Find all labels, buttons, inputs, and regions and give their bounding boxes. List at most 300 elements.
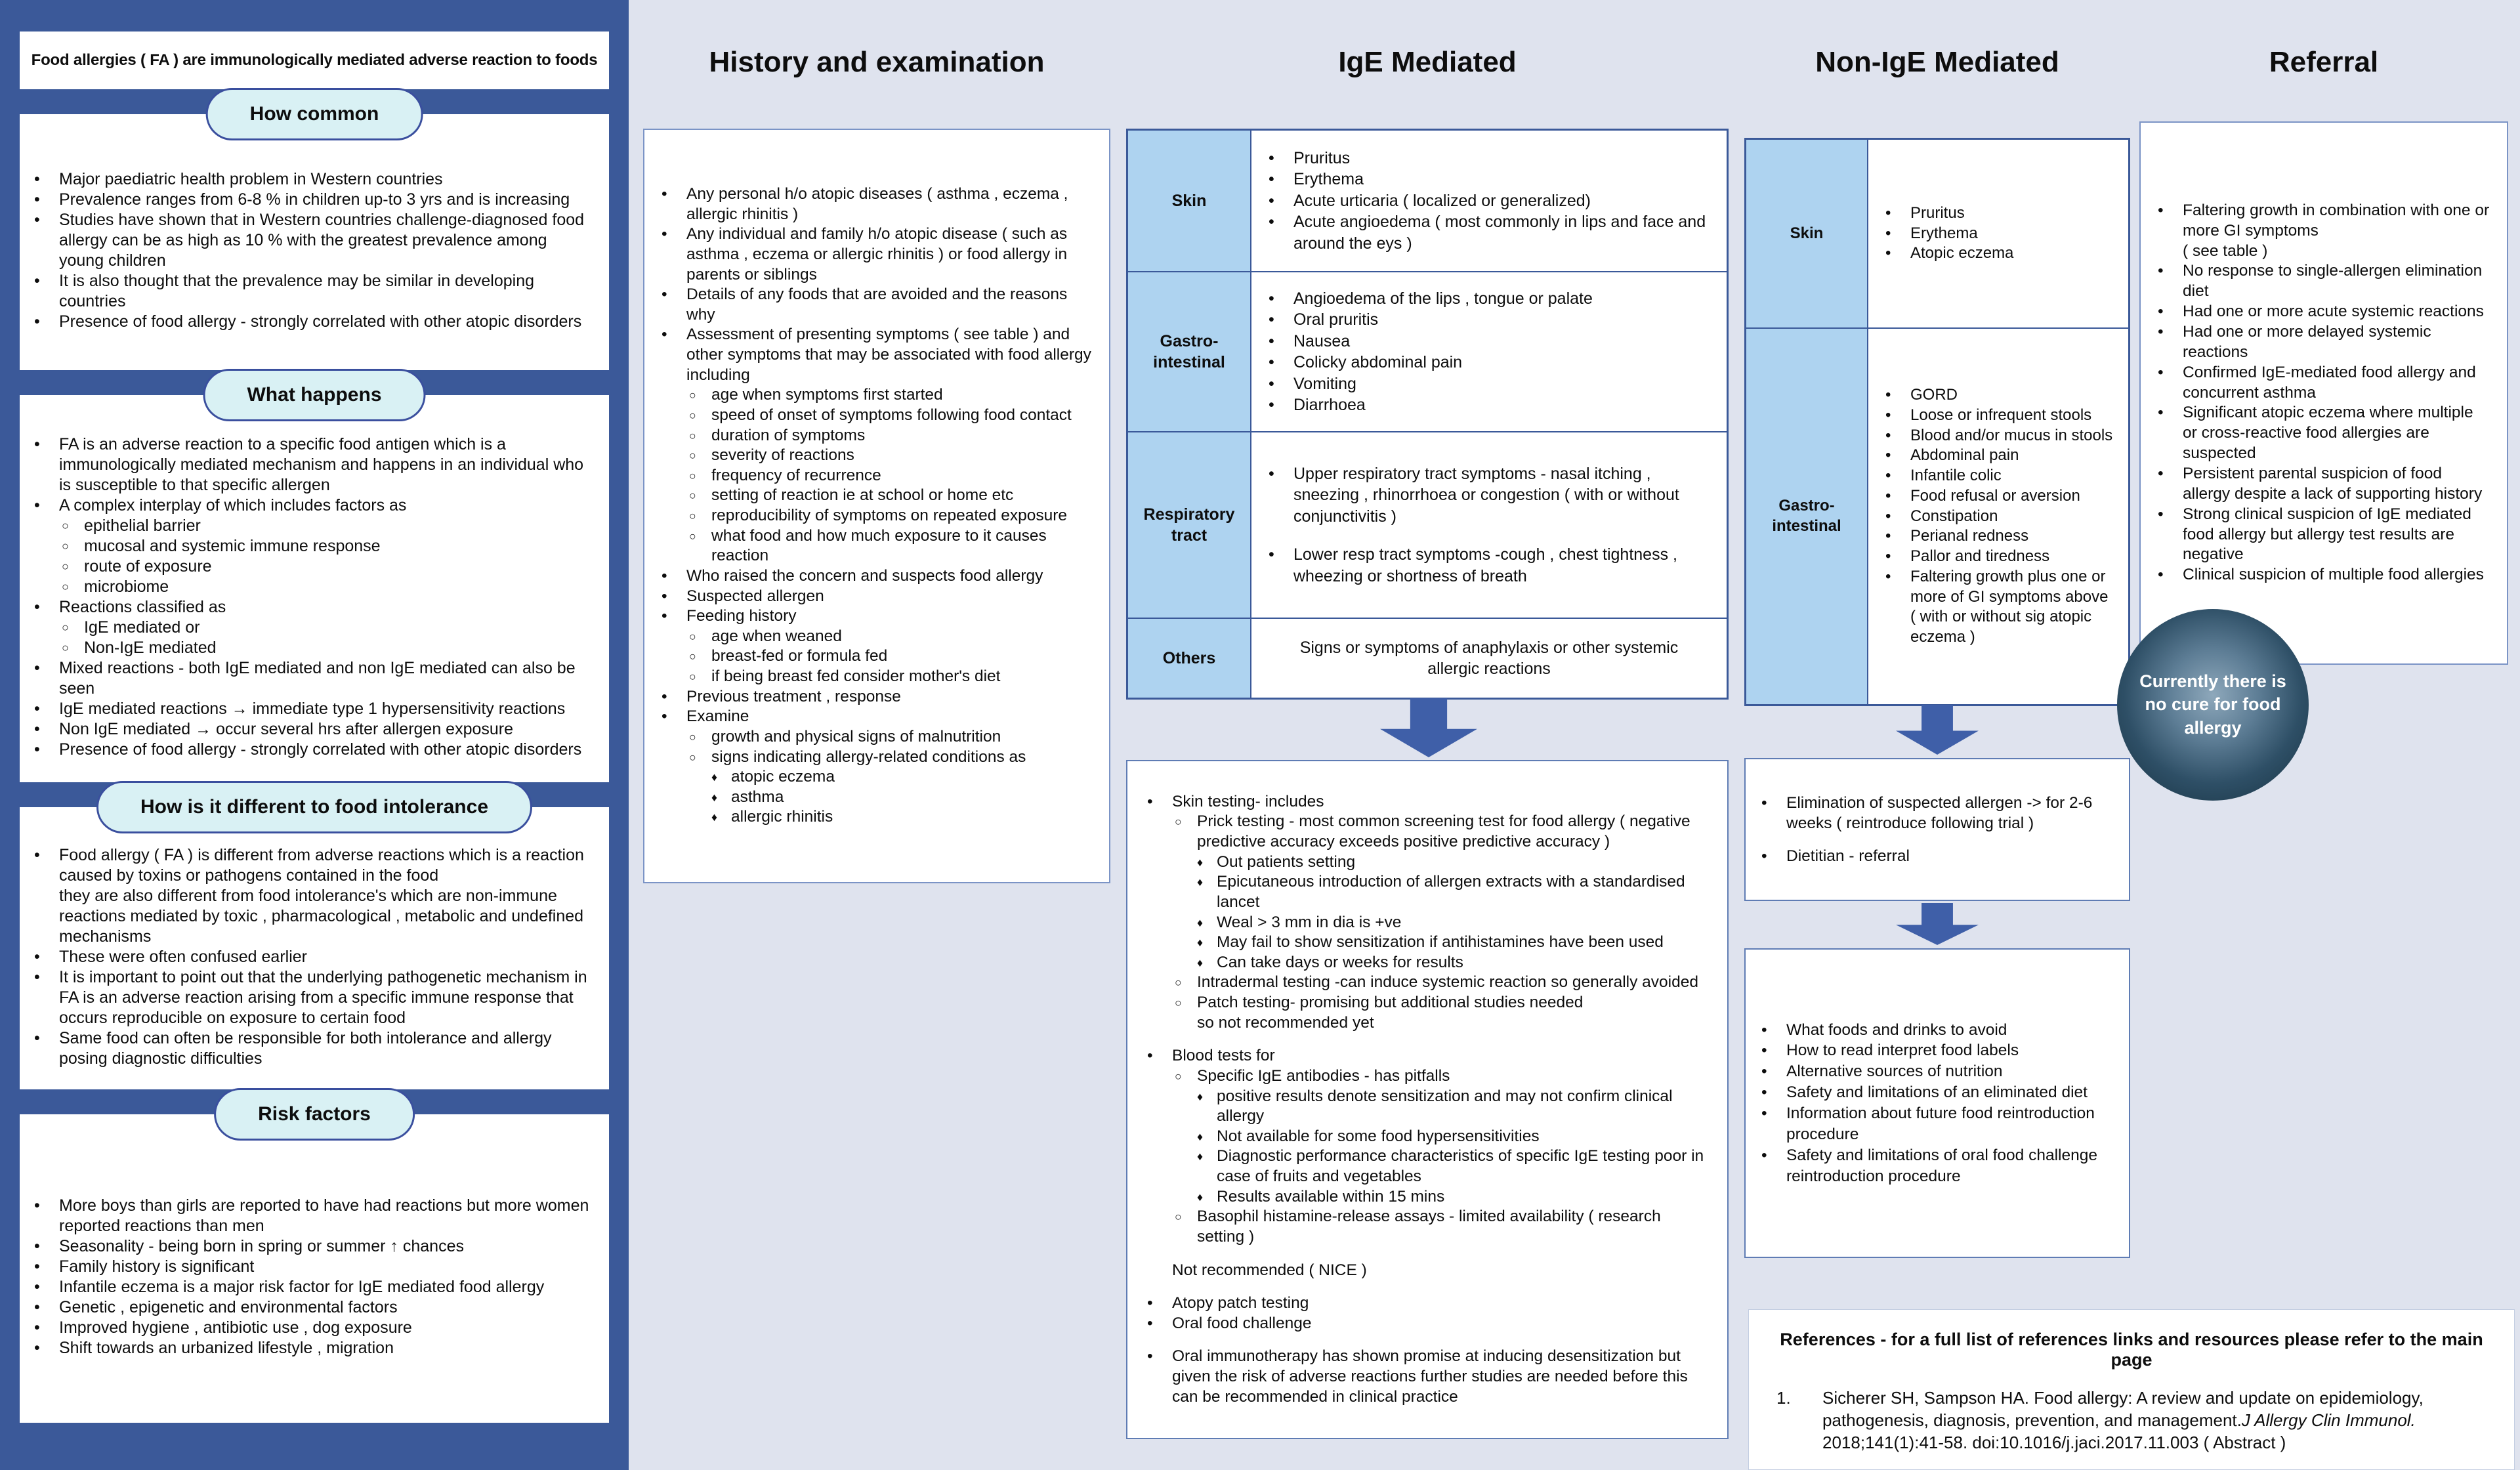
bullet-icon: ○ <box>689 670 696 683</box>
list-item <box>2158 242 2490 262</box>
list-item <box>1761 1082 2113 1103</box>
list-item <box>1147 1207 1708 1247</box>
list-item <box>1147 993 1708 1013</box>
list-item-text: Diagnostic performance characteristics of specific IgE testing poor in case of fruits and vegetables <box>1217 1147 1704 1185</box>
list-item-text: It is important to point out that the underlying pathogenetic mechanism in FA is an adverse reaction arising from a specific immune response that occurs reproducible on exposure to certain food <box>59 967 587 1027</box>
table-row-label: Gastro-intestinal <box>1128 272 1251 431</box>
list-item-text: Blood tests for <box>1172 1047 1275 1065</box>
list-item <box>1147 1013 1708 1034</box>
reference-item <box>1773 1387 2490 1454</box>
list-item-text: Constipation <box>1910 507 1998 525</box>
table-row-content <box>1251 432 1727 618</box>
list-item-text: Elimination of suspected allergen -> for 2-6 weeks ( reintroduce following trial ) <box>1786 793 2093 833</box>
bullet-icon: • <box>2158 465 2164 482</box>
bullet-icon: ○ <box>689 449 696 463</box>
main-title-box <box>20 32 609 89</box>
bullet-icon: • <box>1269 170 1274 189</box>
bullet-icon: • <box>1147 1314 1153 1332</box>
bullet-icon: • <box>1269 213 1274 232</box>
list-item <box>1885 486 2115 507</box>
list-item <box>1885 426 2115 446</box>
list-item-text: Infantile colic <box>1910 467 2002 485</box>
list-item-text: Presence of food allergy - strongly correlated with other atopic disorders <box>59 312 582 331</box>
bullet-icon: ○ <box>689 429 696 442</box>
table-row-content <box>1868 329 2128 704</box>
list-item <box>34 658 595 699</box>
bullet-icon: • <box>34 312 40 331</box>
list-item-text: asthma <box>731 788 784 806</box>
section-pill <box>214 1088 415 1141</box>
table-row <box>1746 327 2128 704</box>
list-item <box>662 767 1092 788</box>
list-item-text: May fail to show sensitization if antihistamines have been used <box>1217 933 1664 952</box>
bullet-icon: • <box>662 607 667 625</box>
bullet-icon <box>1175 1013 1197 1016</box>
list-item-text: Any personal h/o atopic diseases ( asthma , eczema , allergic rhinitis ) <box>686 185 1068 223</box>
list-item <box>662 566 1092 587</box>
list-item <box>662 406 1092 426</box>
bullet-icon: ○ <box>689 509 696 522</box>
list-item <box>34 1297 595 1318</box>
list-item-text: Genetic , epigenetic and environmental factors <box>59 1298 398 1316</box>
list-item-text: Abdominal pain <box>1910 446 2019 465</box>
bullet-icon: • <box>662 185 667 203</box>
list-item-text: Improved hygiene , antibiotic use , dog exposure <box>59 1318 412 1337</box>
section-content <box>20 114 609 370</box>
list-item-text: Seasonality - being born in spring or summer ↑ chances <box>59 1237 464 1255</box>
list-item-text: Perianal redness <box>1910 527 2029 545</box>
bullet-icon: • <box>34 947 40 966</box>
list-item-text: Erythema <box>1910 224 1978 242</box>
table-row-label: Others <box>1128 619 1251 698</box>
ige-diagnosis-box <box>1126 760 1729 1439</box>
down-arrow-icon <box>1896 705 1979 755</box>
section-pill <box>96 781 532 833</box>
list-item-text: Can take days or weeks for results <box>1217 953 1463 971</box>
list-item-text: FA is an adverse reaction to a specific food antigen which is a immunologically mediated mechanism and happens in an individual who is susceptible to that specific allergen <box>59 435 584 494</box>
down-arrow-icon <box>1896 903 1979 945</box>
list-item <box>1147 953 1708 973</box>
list-item-text: reproducibility of symptoms on repeated exposure <box>711 507 1068 524</box>
list-item <box>1269 148 1713 169</box>
section-content <box>20 807 609 1089</box>
list-item-text: Acute urticaria ( localized or generalized) <box>1293 191 1591 210</box>
list-item <box>1147 1127 1708 1147</box>
section-pill-label: How common <box>249 103 379 125</box>
list-item-text: setting of reaction ie at school or home etc <box>711 486 1014 505</box>
ige-header: IgE Mediated <box>1338 46 1517 78</box>
section-risk-factors <box>20 1103 609 1423</box>
bullet-icon: • <box>2158 262 2164 280</box>
list-item <box>1269 463 1713 528</box>
bullet-icon: • <box>1761 793 1767 812</box>
list-item <box>1885 526 2115 547</box>
list-item-text: severity of reactions <box>711 446 854 465</box>
list-item <box>1885 446 2115 466</box>
list-item-text: Significant atopic eczema where multiple or cross-reactive food allergies are suspected <box>2183 404 2473 463</box>
list-item <box>662 687 1092 707</box>
list-item <box>1885 203 2115 224</box>
list-item-text: Blood and/or mucus in stools <box>1910 426 2113 444</box>
list-item-text: Any individual and family h/o atopic disease ( such as asthma , eczema or allergic rhinitis ) or food allergy in parents or siblings <box>686 225 1068 284</box>
list-item <box>1885 406 2115 426</box>
list-item-text: microbiome <box>84 578 169 596</box>
bullet-icon: • <box>1885 467 1891 485</box>
list-item-text: Details of any foods that are avoided and the reasons why <box>686 285 1068 324</box>
list-item <box>34 190 595 210</box>
list-item-text: what food and how much exposure to it causes reaction <box>711 526 1047 565</box>
bullet-icon: • <box>1761 1041 1767 1060</box>
table-row <box>1746 140 2128 327</box>
list-item <box>1761 1020 2113 1041</box>
ige-symptoms-table <box>1126 129 1729 700</box>
list-item-text: allergic rhinitis <box>731 808 833 826</box>
list-item <box>34 740 595 760</box>
list-item-text: atopic eczema <box>731 768 835 786</box>
list-item-text: age when weaned <box>711 627 842 645</box>
list-item <box>34 845 595 886</box>
table-row <box>1128 431 1727 618</box>
list-item <box>1147 933 1708 953</box>
list-item-text: Oral pruritis <box>1293 310 1379 329</box>
bullet-icon: • <box>1269 331 1274 350</box>
bullet-icon: ♦ <box>711 770 717 784</box>
bullet-icon: • <box>1885 224 1891 242</box>
list-item-text: Faltering growth in combination with one or more GI symptoms <box>2183 201 2490 240</box>
list-item-text: Angioedema of the lips , tongue or palate <box>1293 289 1593 308</box>
list-item <box>2158 201 2490 242</box>
bullet-icon: • <box>1885 203 1891 222</box>
list-item-text: Vomiting <box>1293 374 1356 393</box>
list-item-text: Confirmed IgE-mediated food allergy and concurrent asthma <box>2183 363 2476 402</box>
table-row-content <box>1251 131 1727 271</box>
list-item-text: Oral immunotherapy has shown promise at inducing desensitization but given the risk of adverse reactions further studies are needed before this can be recommended in clinical practice <box>1172 1347 1688 1406</box>
list-item <box>1147 1293 1708 1314</box>
list-item-text: Not available for some food hypersensitivities <box>1217 1127 1540 1145</box>
list-item <box>1269 373 1713 395</box>
list-item-text: Skin testing- includes <box>1172 792 1324 810</box>
reference-journal: J Allergy Clin Immunol. <box>2241 1410 2416 1430</box>
section-content <box>20 1114 609 1423</box>
bullet-icon: ♦ <box>1197 936 1203 950</box>
list-item-text: Oral food challenge <box>1172 1314 1312 1332</box>
bullet-icon: ♦ <box>1197 1150 1203 1164</box>
reference-text <box>1822 1387 2490 1454</box>
list-item-text: Weal > 3 mm in dia is +ve <box>1217 913 1402 931</box>
list-item <box>1147 1087 1708 1127</box>
bullet-icon: • <box>1269 353 1274 371</box>
list-item-text: Epicutaneous introduction of allergen extracts with a standardised lancet <box>1217 873 1685 911</box>
list-item-text: Non-IgE mediated <box>84 639 217 657</box>
list-item <box>34 1318 595 1338</box>
list-item <box>1761 1040 2113 1061</box>
list-item <box>34 886 595 947</box>
list-item-text: Had one or more acute systemic reactions <box>2183 303 2484 321</box>
list-item <box>1147 812 1708 852</box>
bullet-icon: • <box>1147 1347 1153 1366</box>
list-item <box>1147 1347 1708 1407</box>
list-item-text: Erythema <box>1293 170 1364 189</box>
list-item <box>34 434 595 495</box>
bullet-icon: ○ <box>689 408 696 422</box>
list-item-text: Infantile eczema is a major risk factor for IgE mediated food allergy <box>59 1278 545 1296</box>
list-item <box>1147 852 1708 873</box>
bullet-icon: • <box>1885 244 1891 262</box>
bullet-icon: • <box>662 225 667 243</box>
list-item <box>34 638 595 658</box>
bullet-icon: • <box>662 587 667 605</box>
bullet-icon: ○ <box>689 750 696 764</box>
list-item-text: More boys than girls are reported to have had reactions but more women reported reactions than men <box>59 1196 589 1235</box>
bullet-icon: • <box>2158 505 2164 523</box>
list-item-text: ( see table ) <box>2183 242 2268 260</box>
bullet-icon: • <box>1761 1062 1767 1081</box>
bullet-icon: • <box>2158 322 2164 341</box>
list-item <box>1147 1046 1708 1066</box>
list-item-text: Same food can often be responsible for both intolerance and allergy posing diagnostic difficulties <box>59 1028 552 1068</box>
list-item <box>34 1236 595 1257</box>
bullet-icon: ♦ <box>1197 1129 1203 1143</box>
list-item <box>1269 169 1713 190</box>
list-item <box>34 516 595 536</box>
reference-text-post: 2018;141(1):41-58. doi:10.1016/j.jaci.2017.11.003 ( Abstract ) <box>1822 1432 2286 1452</box>
bullet-icon: • <box>34 496 40 514</box>
list-item <box>34 312 595 332</box>
bullet-icon: • <box>34 1257 40 1276</box>
bullet-icon: • <box>662 566 667 585</box>
table-row-label: Gastro-intestinal <box>1746 329 1868 704</box>
list-item-text: Presence of food allergy - strongly correlated with other atopic disorders <box>59 740 582 759</box>
list-item <box>34 495 595 516</box>
list-item-text: Who raised the concern and suspects food allergy <box>686 566 1043 585</box>
list-item-text: Safety and limitations of oral food challenge reintroduction procedure <box>1786 1146 2097 1185</box>
list-item-text: Out patients setting <box>1217 852 1356 871</box>
list-item <box>1269 288 1713 310</box>
list-item <box>1885 243 2115 264</box>
section-pill-label: How is it different to food intolerance <box>140 796 489 818</box>
bullet-icon: • <box>34 190 40 209</box>
list-item-text: they are also different from food intolerance's which are non-immune reactions mediated by toxic , pharmacological , metabolic and undefined mechanisms <box>59 886 584 946</box>
list-item-text: How to read interpret food labels <box>1786 1041 2019 1060</box>
list-item <box>662 466 1092 486</box>
list-item <box>34 169 595 190</box>
bullet-icon: • <box>1269 396 1274 414</box>
list-item <box>662 646 1092 667</box>
list-item <box>662 325 1092 385</box>
list-item-text: Family history is significant <box>59 1257 255 1276</box>
bullet-icon: • <box>1147 1294 1153 1312</box>
list-item-text: Reactions classified as <box>59 598 226 616</box>
bullet-icon: ♦ <box>1197 956 1203 969</box>
bullet-icon: • <box>34 1318 40 1337</box>
list-item-text: Pruritus <box>1293 148 1351 167</box>
bullet-icon: • <box>1269 148 1274 167</box>
list-item-text: Feeding history <box>686 607 797 625</box>
list-item-text: so not recommended yet <box>1197 1013 1374 1032</box>
list-item-text: Suspected allergen <box>686 587 824 605</box>
list-item-text: Safety and limitations of an eliminated diet <box>1786 1083 2088 1102</box>
bullet-icon: • <box>1885 507 1891 525</box>
table-row-label: Skin <box>1128 131 1251 271</box>
list-item <box>34 1196 595 1236</box>
list-item <box>2158 363 2490 404</box>
list-item <box>1147 1146 1708 1186</box>
history-box <box>643 129 1110 883</box>
bullet-icon: • <box>2158 303 2164 321</box>
bullet-icon: ♦ <box>1197 915 1203 929</box>
table-row-content <box>1251 272 1727 431</box>
list-item <box>662 285 1092 325</box>
list-item-text: Dietitian - referral <box>1786 847 1910 865</box>
list-item-text: if being breast fed consider mother's diet <box>711 667 1001 685</box>
bullet-icon: • <box>662 326 667 344</box>
list-item <box>1761 1103 2113 1145</box>
list-item <box>1147 872 1708 912</box>
list-item-text: mucosal and systemic immune response <box>84 537 381 555</box>
left-panel <box>0 0 629 1470</box>
bullet-icon: • <box>662 687 667 705</box>
list-item <box>2158 464 2490 505</box>
list-item <box>34 1338 595 1358</box>
list-item-text: Basophil histamine-release assays - limited availability ( research setting ) <box>1197 1208 1661 1246</box>
list-item-text: Patch testing- promising but additional studies needed <box>1197 994 1584 1011</box>
list-item <box>34 719 595 740</box>
no-cure-text: Currently there is no cure for food allergy <box>2139 671 2286 738</box>
list-item-text: Alternative sources of nutrition <box>1786 1062 2003 1081</box>
bullet-icon: • <box>1269 374 1274 393</box>
list-item <box>2158 565 2490 585</box>
bullet-icon: • <box>34 1298 40 1316</box>
bullet-icon: • <box>1269 191 1274 210</box>
list-item-text: growth and physical signs of malnutrition <box>711 727 1001 746</box>
list-item <box>34 1277 595 1297</box>
list-item-text: duration of symptoms <box>711 426 866 444</box>
references-title: References - for a full list of references links and resources please refer to the main page <box>1780 1330 2483 1370</box>
list-item-text: Previous treatment , response <box>686 687 901 705</box>
list-item <box>1761 793 2113 834</box>
list-item-text: Not recommended ( NICE ) <box>1172 1261 1367 1279</box>
referral-box <box>2139 121 2508 665</box>
list-item <box>662 486 1092 506</box>
list-item <box>1761 846 2113 866</box>
bullet-icon: • <box>34 272 40 290</box>
list-item <box>2158 322 2490 363</box>
list-item <box>1269 394 1713 416</box>
bullet-icon: • <box>2158 201 2164 219</box>
list-item-text: Persistent parental suspicion of food allergy despite a lack of supporting history <box>2183 465 2483 503</box>
list-item <box>1147 1066 1708 1087</box>
list-item-text: Examine <box>686 707 749 726</box>
list-item-text: IgE mediated or <box>84 618 200 637</box>
bullet-icon: ○ <box>689 529 696 543</box>
bullet-icon: • <box>34 435 40 453</box>
section-pill <box>206 88 423 140</box>
list-item-text: Colicky abdominal pain <box>1293 353 1463 371</box>
nonige-management-box <box>1744 758 2130 901</box>
list-item-text: Nausea <box>1293 331 1351 350</box>
bullet-icon: ○ <box>689 629 696 643</box>
bullet-icon: ♦ <box>1197 1190 1203 1204</box>
bullet-icon: • <box>2158 404 2164 422</box>
bullet-icon: • <box>1761 1146 1767 1164</box>
bullet-icon: • <box>34 1237 40 1255</box>
table-row-content: Signs or symptoms of anaphylaxis or other systemic allergic reactions <box>1299 638 1679 678</box>
list-item-text: Non IgE mediated → occur several hrs after allergen exposure <box>59 720 514 738</box>
list-item-text: No response to single-allergen elimination diet <box>2183 262 2483 301</box>
bullet-icon: • <box>1885 446 1891 465</box>
list-item <box>2158 302 2490 322</box>
list-item <box>662 727 1092 747</box>
list-item <box>1885 547 2115 567</box>
list-item-text: What foods and drinks to avoid <box>1786 1020 2007 1039</box>
bullet-icon: • <box>1885 426 1891 444</box>
list-item <box>2158 261 2490 302</box>
list-item-text: Acute angioedema ( most commonly in lips and face and around the eys ) <box>1293 213 1706 253</box>
list-item <box>34 618 595 638</box>
bullet-icon: • <box>1885 386 1891 404</box>
down-arrow-icon <box>1380 698 1477 757</box>
bullet-icon: ○ <box>62 641 69 654</box>
list-item-text: It is also thought that the prevalence may be similar in developing countries <box>59 272 535 310</box>
bullet-icon: ♦ <box>711 790 717 804</box>
bullet-icon: • <box>1761 1104 1767 1122</box>
bullet-icon: • <box>1761 1020 1767 1039</box>
bullet-icon: • <box>1761 847 1767 865</box>
list-item <box>662 506 1092 526</box>
bullet-icon: ○ <box>62 580 69 593</box>
list-item-text: Food allergy ( FA ) is different from adverse reactions which is a reaction caused by toxins or pathogens contained in the food <box>59 845 584 885</box>
list-item-text: Atopy patch testing <box>1172 1294 1309 1312</box>
list-item-text: speed of onset of symptoms following food contact <box>711 406 1072 424</box>
bullet-icon: • <box>1269 464 1274 483</box>
bullet-icon: • <box>34 700 40 718</box>
list-item <box>34 556 595 577</box>
list-item-text: Assessment of presenting symptoms ( see table ) and other symptoms that may be associated with food allergy including <box>686 326 1091 384</box>
list-item <box>1885 385 2115 406</box>
table-row-content <box>1868 140 2128 327</box>
list-item-text: route of exposure <box>84 557 212 576</box>
bullet-icon: ○ <box>689 388 696 402</box>
list-item <box>34 699 595 719</box>
bullet-icon: • <box>34 170 40 188</box>
bullet-icon: ○ <box>689 469 696 482</box>
list-item <box>662 707 1092 727</box>
bullet-icon: ○ <box>1175 815 1182 829</box>
list-item <box>34 967 595 1028</box>
list-item-text: Studies have shown that in Western countries challenge-diagnosed food allergy can be as high as 10 % with the greatest prevalence among young children <box>59 211 585 270</box>
list-item-text: Loose or infrequent stools <box>1910 406 2092 425</box>
list-item <box>34 577 595 597</box>
list-item <box>1147 1314 1708 1334</box>
bullet-icon: • <box>34 1278 40 1296</box>
list-item <box>2158 505 2490 566</box>
bullet-icon: • <box>662 285 667 304</box>
list-item <box>34 210 595 271</box>
list-item-text: Prevalence ranges from 6-8 % in children up-to 3 yrs and is increasing <box>59 190 570 209</box>
nonige-header: Non-IgE Mediated <box>1815 46 2059 78</box>
reference-text-pre: Sicherer SH, Sampson HA. Food allergy: A review and update on epidemiology, pathogenesis, diagnosis, prevention, and management. <box>1822 1388 2424 1430</box>
list-item-text: A complex interplay of which includes factors as <box>59 496 407 514</box>
list-item <box>1147 1187 1708 1208</box>
list-item <box>662 184 1092 224</box>
no-cure-circle <box>2117 609 2309 801</box>
bullet-icon: • <box>2158 566 2164 584</box>
bullet-icon: • <box>1885 486 1891 505</box>
bullet-icon: • <box>1885 527 1891 545</box>
list-item <box>662 224 1092 285</box>
list-item <box>662 606 1092 627</box>
list-item-text: age when symptoms first started <box>711 386 943 404</box>
